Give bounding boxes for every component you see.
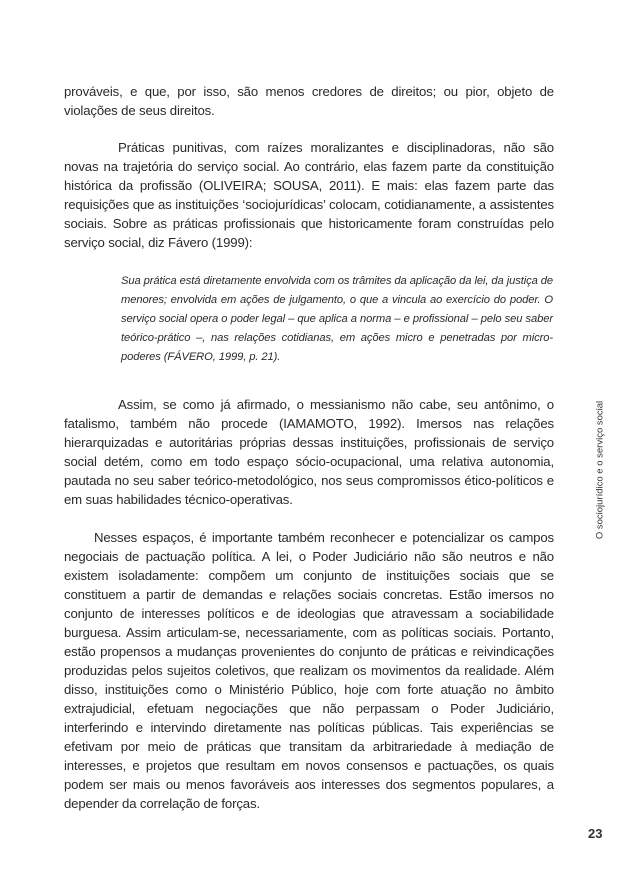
praticas-text: Práticas punitivas, com raízes moralizantes e disciplinadoras, não são novas na trajetória do serviço social. Ao contrário, elas fazem parte da constituição histórica da profissão (OLIVEIRA; SOUSA, 2011). E mais: elas fazem parte das requisições que as instituições ‘sociojurídicas’ colocam, cotidianamente, a assistentes sociais. Sobre as práticas profissionais que historicamente foram construídas pelo serviço social, diz Fávero (1999): <box>64 140 554 250</box>
running-title <box>588 395 612 545</box>
block-quote <box>121 272 553 367</box>
nesses-text: Nesses espaços, é importante também reconhecer e potencializar os campos negociais de pactuação política. A lei, o Poder Judiciário não são neutros e não existem isoladamente: compõem um conjunto de instituições sociais que se constituem a partir de demandas e relações sociais concretas. Estão imersos no conjunto de interesses políticos e de ideologias que atravessam a sociabilidade burguesa. Assim articulam-se, necessariamente, com as políticas sociais. Portanto, estão propensos a mudanças provenientes do conjunto de práticas e reivindicações produzidas pelos sujeitos coletivos, que realizam os movimentos da realidade. Além disso, instituições como o Ministério Público, hoje com forte atuação no âmbito extrajudicial, efetuam negociações que não perpassam o Poder Judiciário, interferindo e intervindo diretamente nas políticas públicas. Tais experiências se efetivam por meio de práticas que transitam da arbitrariedade à mediação de interesses, e projetos que resultam em novos consensos e pactuações, os quais podem ser mais ou menos favoráveis aos interesses dos segmentos populares, a depender da correlação de forças. <box>64 530 554 811</box>
nesses-paragraph <box>64 528 554 813</box>
assim-paragraph <box>64 395 554 509</box>
page-number: 23 <box>588 826 603 841</box>
assim-text: Assim, se como já afirmado, o messianismo não cabe, seu antônimo, o fatalismo, também não procede (IAMAMOTO, 1992). Imersos nas relações hierarquizadas e autoritárias próprias dessas instituições, profissionais de serviço social detém, como em todo espaço sócio-ocupacional, uma relativa autonomia, pautada no seu saber teórico-metodológico, nos seus compromissos ético-políticos e em suas habilidades técnico-operativas. <box>64 397 554 507</box>
running-title-text: O sociojurídico e o serviço social <box>594 400 606 540</box>
quote-text: Sua prática está diretamente envolvida com os trâmites da aplicação da lei, da justiça de menores; envolvida em ações de julgamento, o que a vincula ao exercício do poder. O serviço social opera o poder legal – que aplica a norma – e profissional – pelo seu saber teórico-prático –, nas relações cotidianas, em ações micro e penetradas por micro-poderes (FÁVERO, 1999, p. 21). <box>121 275 553 363</box>
praticas-paragraph <box>64 138 554 252</box>
intro-paragraph <box>64 82 554 120</box>
intro-text: prováveis, e que, por isso, são menos credores de direitos; ou pior, objeto de violações de seus direitos. <box>64 84 554 118</box>
